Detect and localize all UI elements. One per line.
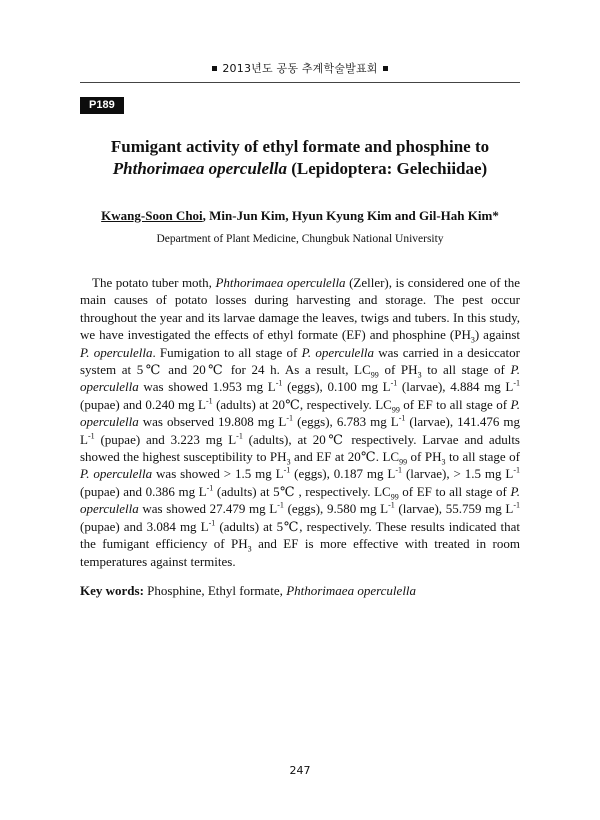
square-bullet-icon (212, 66, 217, 71)
conference-header (0, 60, 600, 76)
poster-id-badge: P189 (80, 97, 124, 114)
keywords (80, 582, 520, 599)
co-authors: , Min-Jun Kim, Hyun Kyung Kim and Gil-Hah Kim* (202, 208, 499, 223)
page-number: 247 (289, 764, 311, 777)
title-species: Phthorimaea operculella (112, 159, 288, 178)
keywords-label: Key words: (80, 583, 144, 598)
conference-name: 2013년도 공동 추계학술발표회 (222, 62, 378, 75)
paper-title (60, 136, 540, 180)
title-line-1: Fumigant activity of ethyl formate and phosphine to (110, 137, 490, 156)
keywords-text: Phosphine, Ethyl formate, (143, 583, 287, 598)
presenting-author: Kwang-Soon Choi (101, 208, 203, 223)
abstract-body (80, 274, 520, 570)
affiliation: Department of Plant Medicine, Chungbuk National University (156, 233, 444, 245)
author-list (60, 208, 540, 224)
square-bullet-icon (383, 66, 388, 71)
title-line-2: (Lepidoptera: Gelechiidae) (287, 159, 488, 178)
keywords-species: Phthorimaea operculella (286, 583, 417, 598)
header-rule (80, 82, 520, 83)
abstract-paragraph: The potato tuber moth, Phthorimaea operculella (Zeller), is considered one of the main causes of potato losses during harvesting and storage. The pest occur throughout the year and its larvae damage the leaves, twigs and tubers. In this study, we have investigated the effects of ethyl formate (EF) and phosphine $(PH_3)$ against P. operculella. Fumigation to all stage of P. operculella was carried in a desiccator system at 5℃ and 20℃ for 24 h. As a result, $LC_{99}$ of $PH_3$ to all stage of P. operculella was showed 1.953 mg $L^{-1}$ (eggs), 0.100 mg $L^{-1}$ (larvae), 4.884 mg $L^{-1}$ (pupae) and 0.240 mg $L^{-1}$ (adults) at 20℃, respectively. $LC_{99}$ of EF to all stage of P. operculella was observed 19.808 mg $L^{-1}$ (eggs), 6.783 mg $L^{-1}$ (larvae), 141.476 mg $L^{-1}$ (pupae) and 3.223 mg $L^{-1}$ (adults), at 20℃ respectively. Larvae and adults showed the highest susceptibility to $PH_3$ and EF at 20℃. $LC_{99}$ of $PH_3$ to all stage of P. operculella was showed > 1.5 mg $L^{-1}$ (eggs), 0.187 mg $L^{-1}$ (larvae), > 1.5 mg $L^{-1}$ (pupae) and 0.386 mg $L^{-1}$ (adults) at 5℃ , respectively. $LC_{99}$ of EF to all stage of P. operculella was showed 27.479 mg $L^{-1}$ (eggs), 9.580 mg $L^{-1}$ (larvae), 55.759 mg $L^{-1}$ (pupae) and 3.084 mg $L^{-1}$ (adults) at 5℃, respectively. These results indicated that the fumigant efficiency of $PH_3$ and EF is more effective with treated in room temperatures against termites. (80, 275, 521, 569)
